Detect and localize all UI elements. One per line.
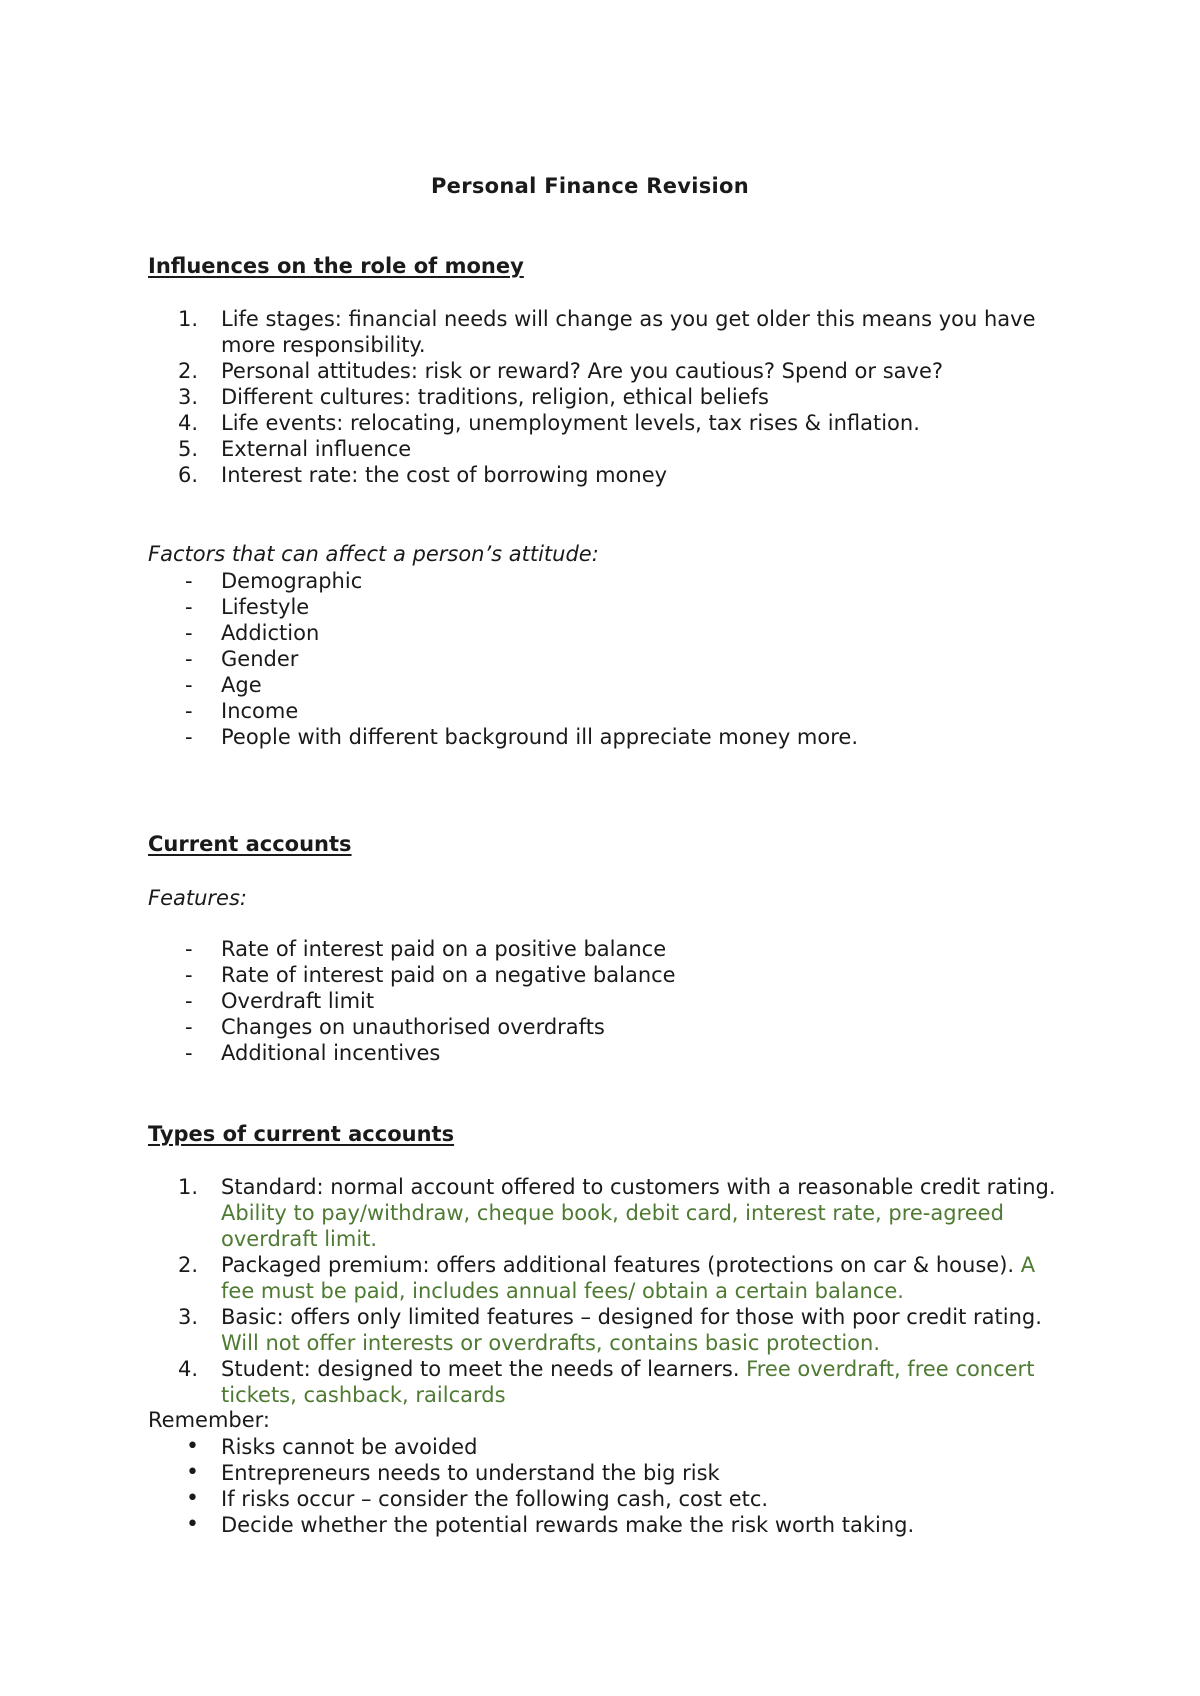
list-item — [0, 1486, 1061, 1512]
bullet-marker: • — [186, 1460, 199, 1485]
list-number: 4. — [178, 411, 199, 435]
list-item — [0, 568, 1061, 594]
dash-marker: - — [185, 963, 193, 987]
list-item — [0, 1304, 1061, 1356]
list-item-text: Age — [221, 673, 262, 697]
list-item — [0, 306, 1061, 358]
list-item — [0, 962, 1061, 988]
dash-marker: - — [185, 699, 193, 723]
list-item-note: Will not offer interests or overdrafts, contains basic protection. — [221, 1331, 880, 1355]
list-item-text: Life stages: financial needs will change as you get older this means you have more responsibility. — [221, 307, 1036, 357]
dash-marker: - — [185, 1041, 193, 1065]
list-item — [0, 724, 1061, 750]
list-item — [0, 1434, 1061, 1460]
bullet-marker: • — [186, 1434, 199, 1459]
dash-marker: - — [185, 673, 193, 697]
features-list — [0, 936, 1061, 1066]
list-item-text: Addiction — [221, 621, 320, 645]
list-item-text: Rate of interest paid on a negative balance — [221, 963, 676, 987]
list-item-text: Interest rate: the cost of borrowing money — [221, 463, 668, 487]
list-item — [0, 594, 1061, 620]
list-item — [0, 620, 1061, 646]
list-item-text: Rate of interest paid on a positive balance — [221, 937, 667, 961]
list-item — [0, 1252, 1061, 1304]
page-title: Personal Finance Revision — [430, 174, 750, 198]
list-item-note: Free overdraft, free concert tickets, cashback, railcards — [221, 1357, 1035, 1407]
types-list — [0, 1174, 1061, 1408]
list-item-text: External influence — [221, 437, 412, 461]
list-item-text: Income — [221, 699, 299, 723]
influences-list — [0, 306, 1061, 488]
list-item — [0, 672, 1061, 698]
list-number: 4. — [178, 1357, 199, 1381]
bullet-marker: • — [186, 1486, 199, 1511]
list-item — [0, 936, 1061, 962]
list-item-text: Basic: offers only limited features – designed for those with poor credit rating. — [221, 1305, 1042, 1329]
list-item — [0, 646, 1061, 672]
list-item — [0, 384, 1061, 410]
list-item — [0, 436, 1061, 462]
list-item — [0, 1356, 1061, 1408]
section-heading-types: Types of current accounts — [148, 1122, 455, 1146]
list-number: 1. — [178, 307, 199, 331]
list-item-note: Ability to pay/withdraw, cheque book, debit card, interest rate, pre-agreed overdraft limit. — [221, 1201, 1004, 1251]
list-item — [0, 410, 1061, 436]
list-item-text: Life events: relocating, unemployment levels, tax rises & inflation. — [221, 411, 920, 435]
list-item — [0, 1040, 1061, 1066]
dash-marker: - — [185, 937, 193, 961]
list-number: 1. — [178, 1175, 199, 1199]
list-item-text: Overdraft limit — [221, 989, 375, 1013]
dash-marker: - — [185, 647, 193, 671]
list-item-text: Decide whether the potential rewards make the risk worth taking. — [221, 1513, 915, 1537]
list-item-text: Changes on unauthorised overdrafts — [221, 1015, 605, 1039]
list-item — [0, 358, 1061, 384]
list-number: 2. — [178, 1253, 199, 1277]
list-item-text: Student: designed to meet the needs of learners. — [221, 1357, 747, 1381]
list-item — [0, 1512, 1061, 1538]
dash-marker: - — [185, 989, 193, 1013]
list-item-text: Lifestyle — [221, 595, 310, 619]
section-heading-current-accounts: Current accounts — [148, 832, 352, 856]
list-item — [0, 698, 1061, 724]
list-item-text: Different cultures: traditions, religion, ethical beliefs — [221, 385, 769, 409]
list-item — [0, 988, 1061, 1014]
list-item — [0, 1174, 1061, 1252]
factors-list — [0, 568, 1061, 750]
dash-marker: - — [185, 1015, 193, 1039]
remember-list — [0, 1434, 1061, 1538]
list-item-text: Packaged premium: offers additional features (protections on car & house). — [221, 1253, 1021, 1277]
dash-marker: - — [185, 569, 193, 593]
list-item-text: Additional incentives — [221, 1041, 441, 1065]
list-item — [0, 1460, 1061, 1486]
factors-heading: Factors that can affect a person’s attitude: — [148, 542, 599, 566]
features-label: Features: — [148, 886, 247, 910]
list-number: 2. — [178, 359, 199, 383]
dash-marker: - — [185, 595, 193, 619]
list-item-note: A fee must be paid, includes annual fees/ obtain a certain balance. — [221, 1253, 1036, 1303]
list-item-text: Standard: normal account offered to customers with a reasonable credit rating. — [221, 1175, 1056, 1199]
list-item-text: People with different background ill appreciate money more. — [221, 725, 859, 749]
list-item-text: Entrepreneurs needs to understand the big risk — [221, 1461, 720, 1485]
list-item-text: If risks occur – consider the following cash, cost etc. — [221, 1487, 769, 1511]
list-item-text: Risks cannot be avoided — [221, 1435, 478, 1459]
remember-label: Remember: — [148, 1408, 270, 1432]
dash-marker: - — [185, 725, 193, 749]
list-item-text: Gender — [221, 647, 299, 671]
list-number: 6. — [178, 463, 199, 487]
bullet-marker: • — [186, 1512, 199, 1537]
dash-marker: - — [185, 621, 193, 645]
list-item — [0, 1014, 1061, 1040]
list-number: 5. — [178, 437, 199, 461]
list-item-text: Personal attitudes: risk or reward? Are you cautious? Spend or save? — [221, 359, 944, 383]
list-number: 3. — [178, 1305, 199, 1329]
list-item-text: Demographic — [221, 569, 363, 593]
section-heading-influences: Influences on the role of money — [148, 254, 524, 278]
list-item — [0, 462, 1061, 488]
list-number: 3. — [178, 385, 199, 409]
